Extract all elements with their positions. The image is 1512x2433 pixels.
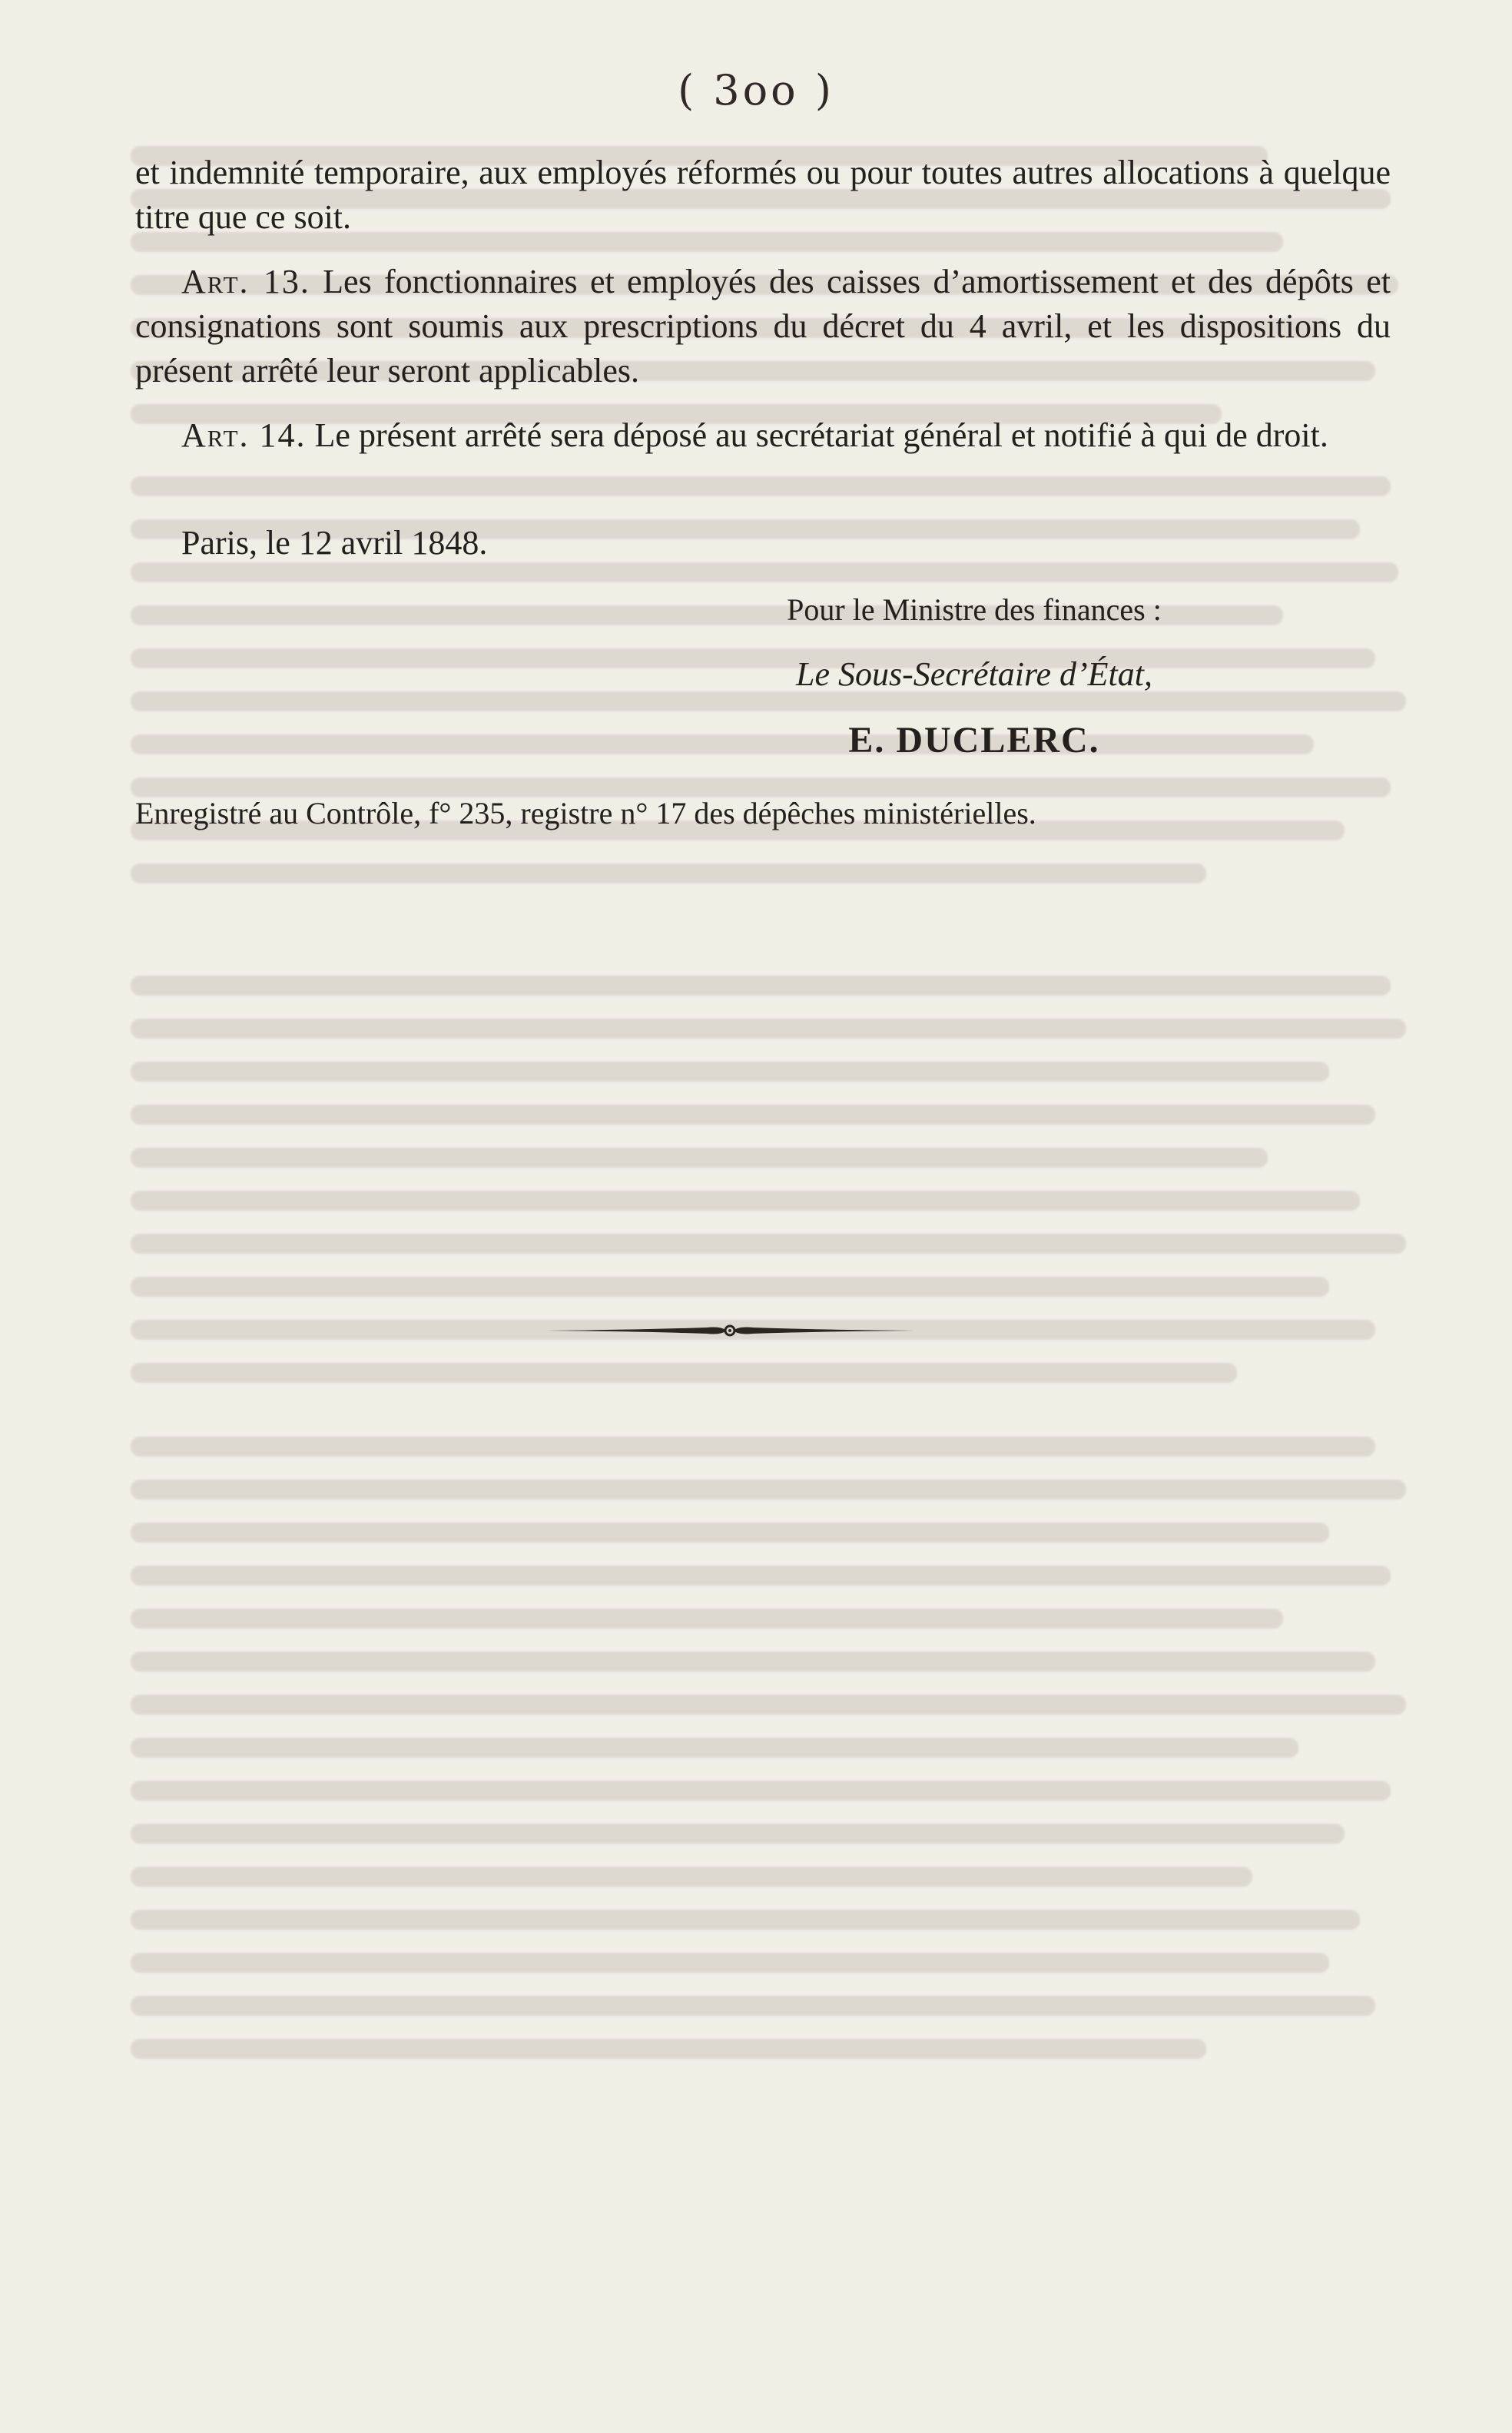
page-number: ( 3oo ) <box>678 66 834 114</box>
article-13 <box>135 260 1391 393</box>
continuation-paragraph: et indemnité temporaire, aux employés réformés ou pour toutes autres allocations à quelque titre que ce soit. <box>135 154 1391 236</box>
article-13-label: Art. 13. <box>181 263 310 300</box>
date-line: Paris, le 12 avril 1848. <box>181 524 488 562</box>
article-13-text: Les fonctionnaires et employés des caisses d’amortissement et des dépôts et consignations sont soumis aux prescriptions du décret du 4 avril, et les dispositions du présent arrêté leur seront applicables. <box>135 263 1391 389</box>
article-14 <box>135 413 1391 458</box>
signature-title: Le Sous-Secrétaire d’État, <box>796 655 1152 693</box>
ornament-divider <box>545 1315 914 1346</box>
signature-name: E. DUCLERC. <box>848 720 1100 761</box>
continuation-block <box>135 151 1391 240</box>
article-14-text: Le présent arrêté sera déposé au secrétariat général et notifié à qui de droit. <box>314 416 1328 454</box>
date-block <box>135 521 1391 565</box>
article-14-label: Art. 14. <box>181 416 307 454</box>
article-14-paragraph <box>135 413 1391 458</box>
article-13-paragraph <box>135 260 1391 393</box>
signature-prefix: Pour le Ministre des finances : <box>787 592 1162 627</box>
registration-line: Enregistré au Contrôle, f° 235, registre n° 17 des dépêches ministérielles. <box>135 796 1036 830</box>
